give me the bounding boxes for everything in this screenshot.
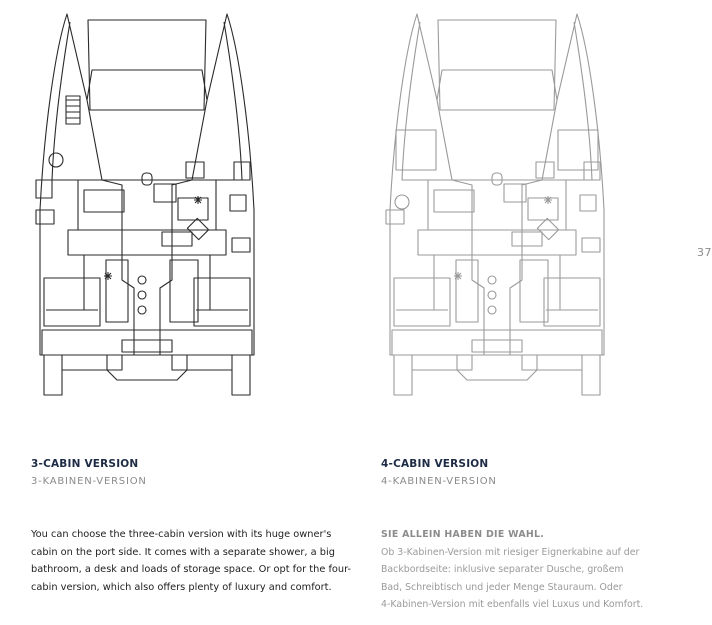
caption-3-cabin bbox=[31, 457, 147, 489]
description-german-line: Ob 3-Kabinen-Version mit riesiger Eignerkabine auf der bbox=[381, 546, 640, 558]
description-english-line: You can choose the three-cabin version with its huge owner's bbox=[31, 529, 332, 540]
caption-3-cabin-title: 3-CABIN VERSION bbox=[31, 458, 139, 470]
floor-plan-4-cabin-drawing bbox=[372, 10, 622, 422]
description-german-heading: SIE ALLEIN HABEN DIE WAHL. bbox=[381, 529, 545, 540]
caption-3-cabin-subtitle: 3-KABINEN-VERSION bbox=[31, 476, 147, 487]
description-english-line: bathroom, a desk and loads of storage space. Or opt for the four- bbox=[31, 564, 352, 575]
page-number: 37 bbox=[697, 246, 712, 259]
description-english-line: cabin version, which also offers plenty of luxury and comfort. bbox=[31, 581, 332, 593]
floor-plan-3-cabin bbox=[22, 10, 272, 422]
description-english bbox=[31, 526, 361, 596]
description-english-line: cabin on the port side. It comes with a separate shower, a big bbox=[31, 546, 335, 558]
floor-plan-3-cabin-drawing bbox=[22, 10, 272, 422]
caption-4-cabin bbox=[381, 457, 497, 489]
description-german bbox=[381, 526, 701, 614]
caption-4-cabin-title: 4-CABIN VERSION bbox=[381, 458, 489, 470]
description-german-line: 4-Kabinen-Version mit ebenfalls viel Luxus und Komfort. bbox=[381, 599, 644, 610]
floor-plan-4-cabin bbox=[372, 10, 622, 422]
description-german-line: Backbordseite: inklusive separater Dusche, großem bbox=[381, 564, 624, 575]
description-german-line: Bad, Schreibtisch und jeder Menge Stauraum. Oder bbox=[381, 581, 623, 593]
caption-4-cabin-subtitle: 4-KABINEN-VERSION bbox=[381, 476, 497, 487]
